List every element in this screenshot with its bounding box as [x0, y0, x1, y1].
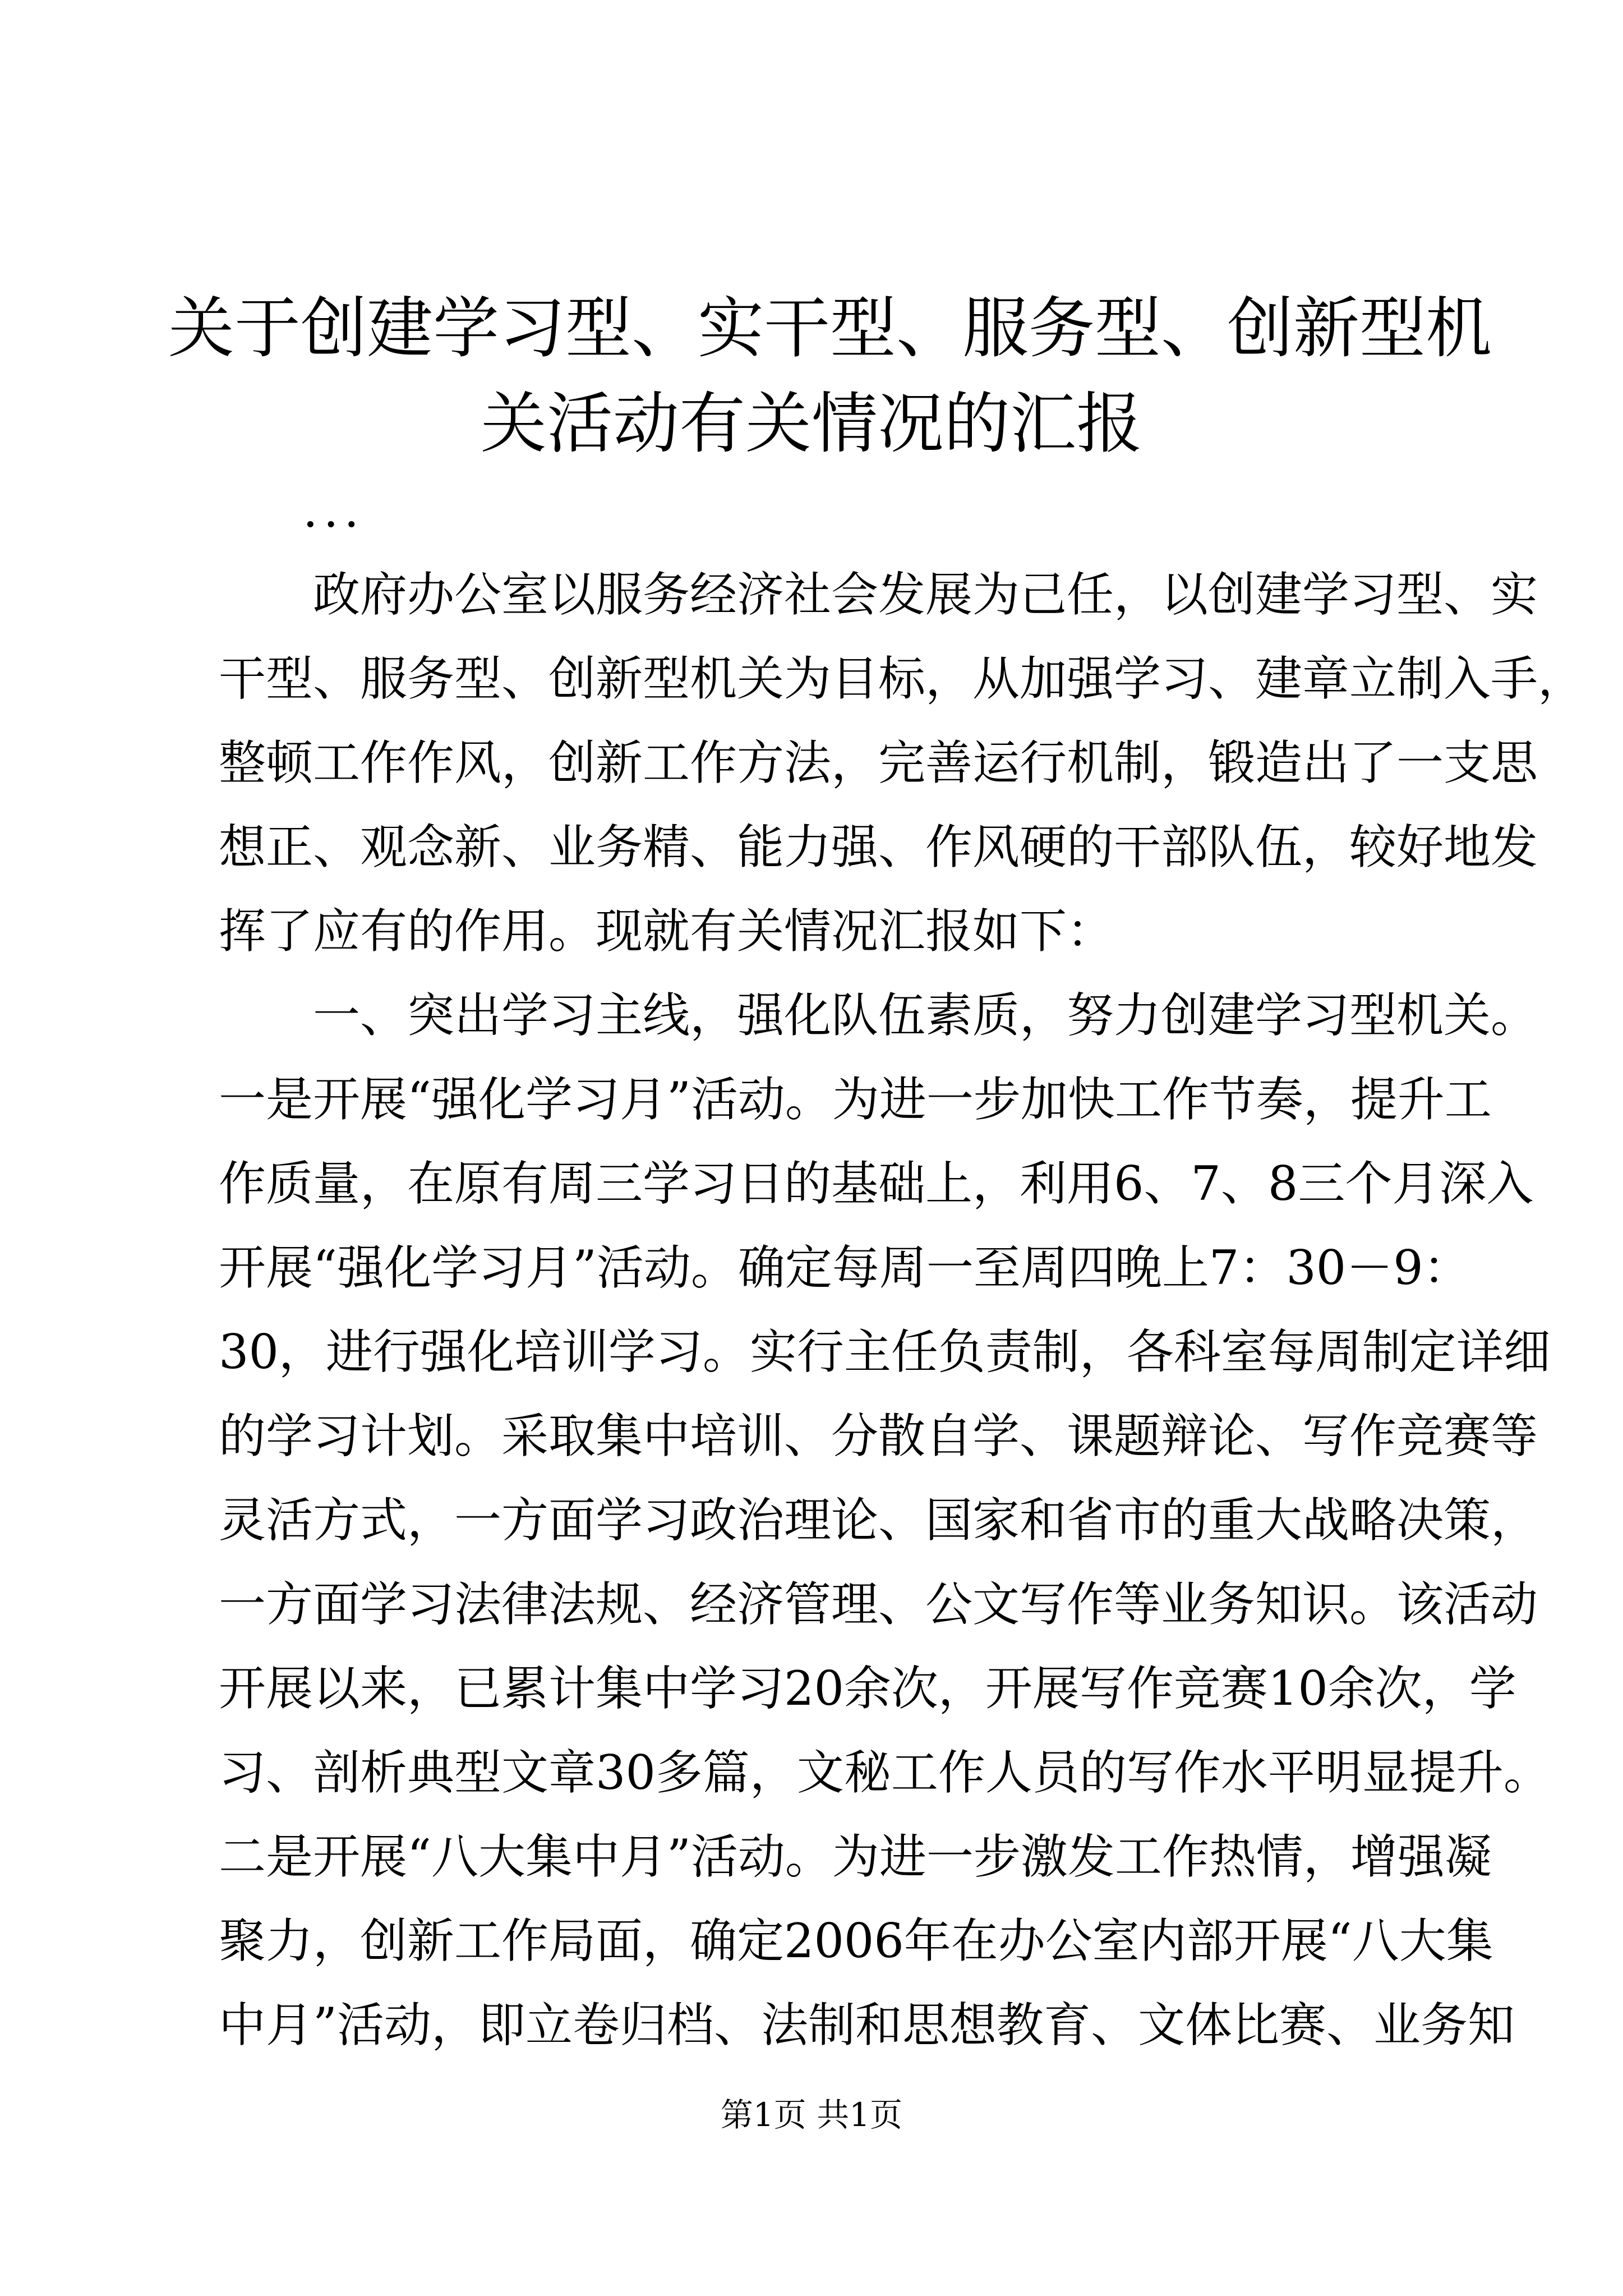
body-line: 整顿工作作风，创新工作方法，完善运行机制，锻造出了一支思 — [219, 735, 1538, 790]
body-line: 的学习计划。采取集中培训、分散自学、课题辩论、写作竞赛等 — [219, 1409, 1538, 1464]
body-line: 开展以来，已累计集中学习20余次，开展写作竞赛10余次，学 — [219, 1661, 1516, 1716]
body-line: 习、剖析典型文章30多篇，文秘工作人员的写作水平明显提升。 — [219, 1745, 1551, 1800]
body-line: 想正、观念新、业务精、能力强、作风硬的干部队伍，较好地发 — [219, 820, 1538, 875]
ellipsis-marker: ... — [303, 483, 365, 538]
body-line: 开展“强化学习月”活动。确定每周一至周四晚上7：30－9： — [219, 1240, 1470, 1295]
title-line: 关于创建学习型、实干型、服务型、创新型机 — [168, 289, 1492, 367]
title-line: 关活动有关情况的汇报 — [480, 385, 1142, 462]
page-footer: 第1页 共1页 — [720, 2096, 903, 2134]
body-line: 挥了应有的作用。现就有关情况汇报如下： — [219, 904, 1114, 959]
document-title — [168, 280, 1492, 471]
body-line: 聚力，创新工作局面，确定2006年在办公室内部开展“八大集 — [219, 1913, 1493, 1968]
body-line: 一方面学习法律法规、经济管理、公文写作等业务知识。该活动 — [219, 1577, 1538, 1632]
document-body — [219, 553, 1585, 2067]
body-line: 30，进行强化培训学习。实行主任负责制，各科室每周制定详细 — [219, 1324, 1551, 1379]
body-line: 作质量，在原有周三学习日的基础上，利用6、7、8三个月深入 — [219, 1156, 1534, 1211]
body-line: 干型、服务型、创新型机关为目标，从加强学习、建章立制入手， — [219, 651, 1585, 706]
body-line: 中月”活动，即立卷归档、法制和思想教育、文体比赛、业务知 — [219, 1998, 1515, 2053]
body-line: 一是开展“强化学习月”活动。为进一步加快工作节奏，提升工 — [219, 1072, 1492, 1127]
body-line: 灵活方式，一方面学习政治理论、国家和省市的重大战略决策， — [219, 1493, 1538, 1548]
body-line: 政府办公室以服务经济社会发展为己任，以创建学习型、实 — [219, 567, 1538, 622]
body-line: 二是开展“八大集中月”活动。为进一步激发工作热情，增强凝 — [219, 1829, 1492, 1884]
body-line: 一、突出学习主线，强化队伍素质，努力创建学习型机关。 — [219, 988, 1538, 1043]
